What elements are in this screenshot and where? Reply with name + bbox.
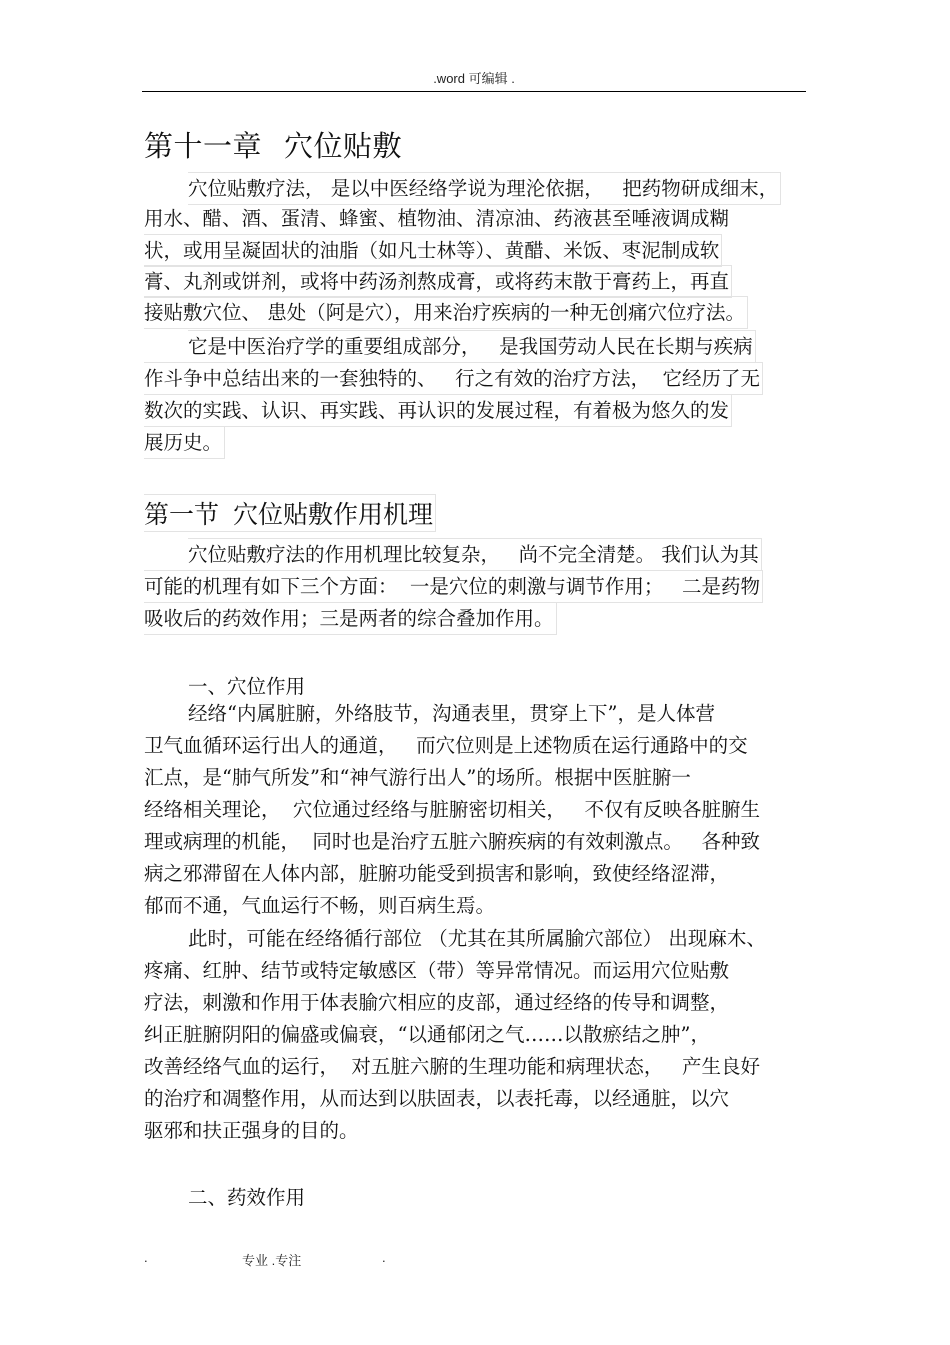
sub1-p2-line: 纠正脏腑阴阳的偏盛或偏衰，“以通郁闭之气……以散瘀结之肿”， [144,1023,710,1046]
section-title: 穴位贴敷作用机理 [233,500,434,529]
intro-p1-line: 接贴敷穴位、 患处（阿是穴），用来治疗疾病的一种无创痛穴位疗法。 [144,296,748,329]
section-p1-line: 穴位贴敷疗法的作用机理比较复杂， 尚不完全清楚。 我们认为其 [188,538,762,571]
section-p1-line: 吸收后的药效作用；三是两者的综合叠加作用。 [144,602,557,635]
sub1-p1-line: 理或病理的机能， 同时也是治疗五脏六腑疾病的有效刺激点。 各种致 [144,830,760,853]
section-heading [144,494,436,532]
page-header: .word 可编辑 . [433,71,515,86]
sub1-p1-line: 经络“内属脏腑，外络肢节，沟通表里，贯穿上下”，是人体营 [188,702,715,725]
sub1-p1-line: 病之邪滞留在人体内部，脏腑功能受到损害和影响，致使经络涩滞， [144,862,730,885]
sub1-p1-line: 汇点，是“肺气所发”和“神气游行出人”的场所。根据中医脏腑一 [144,766,691,789]
chapter-heading [144,124,402,165]
sub1-p1-line: 经络相关理论， 穴位通过经络与脏腑密切相关， 不仅有反映各脏腑生 [144,798,760,821]
sub1-p2-line: 疗法，刺激和作用于体表腧穴相应的皮部，通过经络的传导和调整， [144,991,730,1014]
section-number: 第一节 [144,500,220,529]
chapter-number: 第十一章 [144,129,263,163]
sub1-p1-line: 郁而不通，气血运行不畅，则百病生焉。 [144,894,496,917]
intro-p1-line: 状，或用呈凝固状的油脂（如凡士林等）、黄醋、米饭、枣泥制成软 [144,234,722,267]
sub1-p2-line: 驱邪和扶正强身的目的。 [144,1119,359,1142]
sub1-p2-line: 此时，可能在经络循行部位 （尤其在其所属腧穴部位） 出现麻木、 [188,927,766,950]
intro-p1-line: 膏、丸剂或饼剂，或将中药汤剂熬成膏，或将药末散于膏药上，再直 [144,265,732,298]
sub1-p2-line: 疼痛、红肿、结节或特定敏感区（带）等异常情况。而运用穴位贴敷 [144,959,730,982]
intro-p1-line: 穴位贴敷疗法， 是以中医经络学说为理沦依据， 把药物研成细末， [188,172,781,205]
intro-p2-line: 作斗争中总结出来的一套独特的、 行之有效的治疗方法， 它经历了无 [144,362,763,395]
intro-p2-line: 数次的实践、认识、再实践、再认识的发展过程，有着极为悠久的发 [144,394,732,427]
footer-left: . [144,1250,148,1265]
header-rule [142,91,806,92]
subsection-heading: 一、穴位作用 [188,675,306,698]
section-p1-line: 可能的机理有如下三个方面： 一是穴位的刺激与调节作用； 二是药物 [144,570,763,603]
intro-p2-line: 展历史。 [144,426,225,459]
sub1-p2-line: 改善经络气血的运行， 对五脏六腑的生理功能和病理状态， 产生良好 [144,1055,760,1078]
footer-center: 专业 .专注 [242,1253,302,1268]
subsection-heading: 二、药效作用 [188,1186,306,1209]
footer-right: . [382,1250,386,1265]
sub1-p1-line: 卫气血循环运行出人的通道， 而穴位则是上述物质在运行通路中的交 [144,734,748,757]
sub1-p2-line: 的治疗和凋整作用，从而达到以肤固表，以表托毒，以经通脏，以穴 [144,1087,730,1110]
chapter-title: 穴位贴敷 [284,129,403,163]
intro-p1-line: 用水、醋、酒、蛋清、蜂蜜、植物油、清凉油、药液甚至唾液调成糊 [144,207,730,230]
intro-p2-line: 它是中医治疗学的重要组成部分， 是我国劳动人民在长期与疾病 [188,330,756,363]
